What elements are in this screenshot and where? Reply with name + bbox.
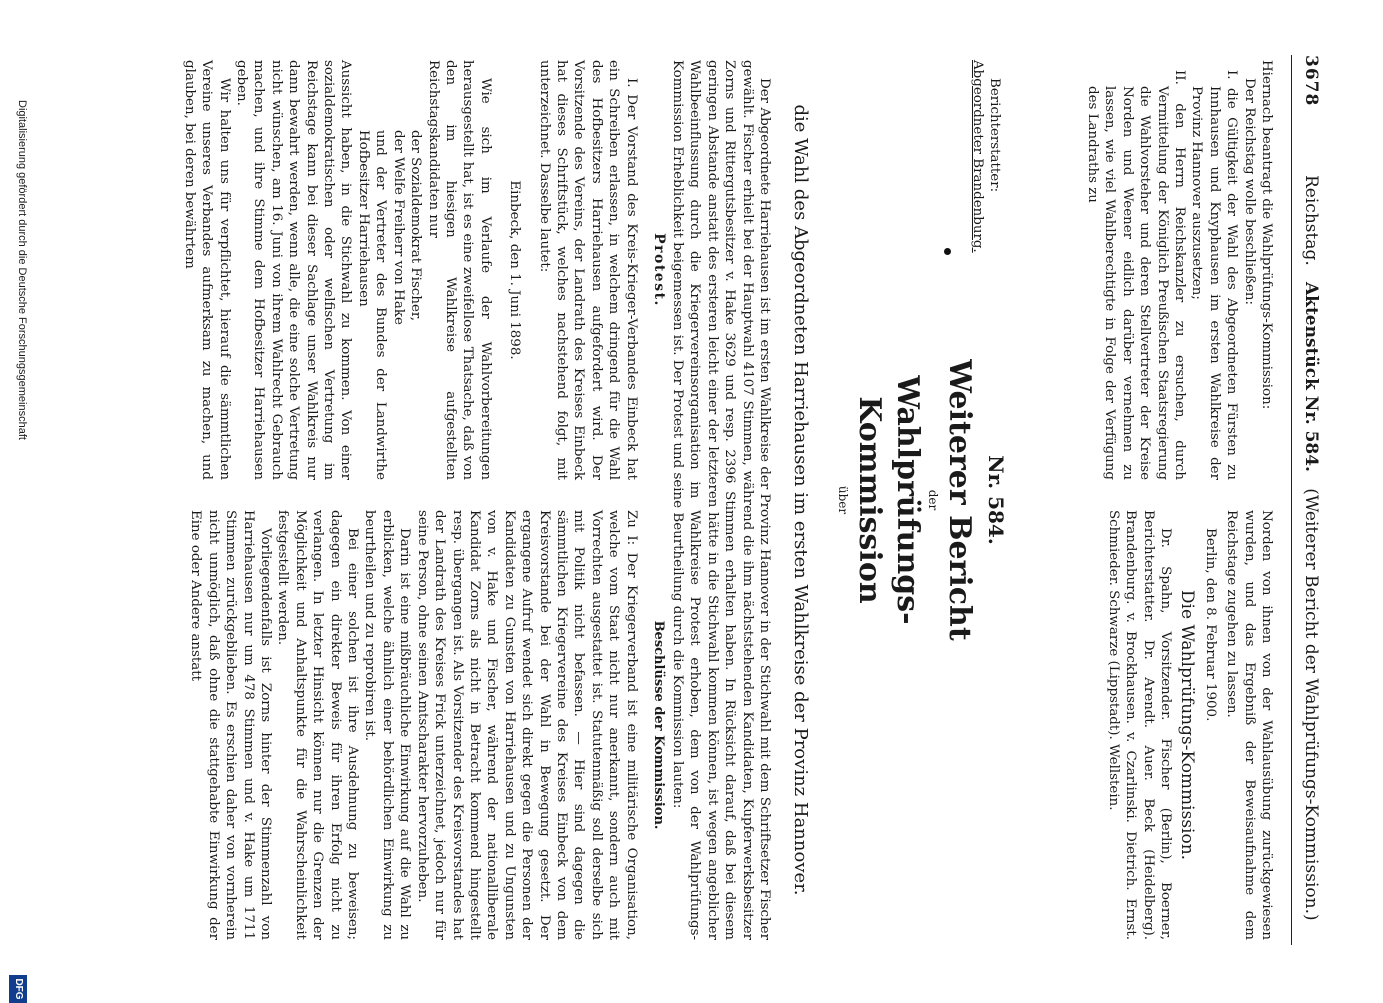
candidate-2: der Welfe Freiherr von Hake <box>390 130 406 325</box>
decision-paragraph-3: Bei einer solchen ist ihre Ausdehnung zu beweisen; dagegen ein direkter Beweis für ihren Erfolg nicht zu verlangen. In letzter Hinsicht können nur die Grenzen der Möglichkeit und Anhaltspunkte für die Wahrscheinlichkeit festgestellt werden. <box>275 510 361 940</box>
intro-paragraph <box>669 60 773 940</box>
ink-dot <box>944 248 951 255</box>
protest-paragraph-2: Wie sich im Verlaufe der Wahlvorbereitungen herausgestellt hat, ist es eine zweifellose Thatsache, daß von den im hiesigen Wahlkreise aufgestellten Reichstagskandidaten nur <box>425 60 493 480</box>
title-line-3: die Wahl des Abgeordneten Harriehausen im ersten Wahlkreise der Provinz Hannover. <box>790 104 811 896</box>
protest-heading: Protest. <box>651 233 667 307</box>
report-number: Nr. 584. <box>984 455 1008 545</box>
protest-column <box>180 60 667 480</box>
motion-left-column <box>1084 60 1275 480</box>
commission-name: Die Wahlprüfungs-Kommission. <box>1177 589 1198 861</box>
title-der: der <box>926 489 940 511</box>
header-rule <box>1291 55 1292 945</box>
motion-right-column <box>1104 510 1275 940</box>
protest-paragraph-1: I. Der Vorstand des Kreis-Krieger-Verbandes Einbeck hat ein Schreiben erlassen, in welchem dringend für die Wahl des Hofbesitzers Harriehausen aufgefordert wird. Der Vorsitzende des Vereins, der Landrath des Kreises Einbeck hat dieses Schriftstück, welches nachstehend folgt, mit unterzeichnet. Dasselbe lautet: <box>536 60 639 480</box>
motion-continuation: Norden von ihnen von der Wahlausübung zurückgewiesen wurden, und das Ergebniß der Beweisaufnahme dem Reichstage zugehen zu lassen. <box>1224 510 1274 940</box>
motion-intro: Hiernach beantragt die Wahlprüfungs-Kommission: <box>1259 60 1274 410</box>
dfg-logo: DFG <box>9 975 27 1003</box>
header-suffix: (Weiterer Bericht der Wahlprüfungs-Kommission.) <box>1301 488 1321 921</box>
header-prefix: Reichstag. <box>1301 175 1321 266</box>
signing-date: Berlin, den 8. Februar 1900. <box>1202 528 1218 722</box>
protest-letter-date: Einbeck, den 1. Juni 1898. <box>507 180 523 360</box>
motion-item-1: I. die Gültigkeit der Wahl des Abgeordneten Fürsten zu Innhausen und Knyphausen im ersten Wahlkreise der Provinz Hannover auszusetzen; <box>1189 70 1240 480</box>
title-ueber: über <box>836 485 850 515</box>
page-number: 3678 <box>1301 55 1321 107</box>
title-line-2: Wahlprüfungs-Kommission <box>852 375 925 625</box>
protest-paragraph-3: Aussicht haben, in die Stichwahl zu kommen. Von einer sozialdemokratischen oder welfischen Vertretung im Reichstage kann bei dieser Sachlage unser Wahlkreis nur dann bewahrt werden, wenn alle, die eine solche Vertretung nicht wünschen, am 16. Juni von ihrem Wahlrecht Gebrauch machen, und ihre Stimme dem Hofbesitzer Harriehausen geben. <box>234 60 354 480</box>
title-line-1: Weiterer Bericht <box>942 359 977 641</box>
reporter-name: Abgeordneter Brandenburg. <box>969 60 985 253</box>
decision-paragraph-2: Darin ist eine mißbräuchliche Einwirkung auf die Wahl zu erblicken, welche ähnlich einer behördlichen Einwirkung zu beurtheilen und zu reprobiren ist. <box>362 510 413 940</box>
reporter-label: Berichterstatter: <box>987 78 1002 193</box>
decision-paragraph-1: Zu I: Der Kriegerverband ist eine militärische Organisation, welche vom Staat nicht nur anerkannt, sondern auch mit Vorrechten ausgestattet ist. Statutenmäßig soll derselbe sich mit Politik nicht befassen. — Hier sind dagegen die sämmtlichen Kriegervereine des Kreises Einbeck von dem Kreisvorstande bei der Wahl in Bewegung gesetzt. Der ergangene Aufruf wendet sich direkt gegen die Personen der Kandidaten zu Gunsten von Harriehausen und zu Ungunsten von v. Hake und Fischer, während der nationalliberale Kandidat Zorns als nicht in Betracht kommend hingestellt resp. übergangen ist. Als Vorsitzender des Kreisvorstandes hat der Landrath des Kreises Frick unterzeichnet, jedoch nur für seine Person, ohne seinen Amtscharakter hervorzuheben. <box>414 510 639 940</box>
running-header <box>1297 55 1323 945</box>
header-bold: Aktenstück Nr. 584. <box>1301 281 1321 472</box>
protest-paragraph-4: Wir halten uns für verpflichtet, hierauf die sämmtlichen Vereine unseres Verbandes aufmerksam zu machen, und glauben, bei deren bewährtem <box>181 60 232 480</box>
candidate-1: der Sozialdemokrat Fischer, <box>408 130 424 322</box>
motion-item-2: II. den Herrn Reichskanzler zu ersuchen, durch Vermittelung der Königlich Preußischen Staatsregierung die Wahlvorsteher und deren Stellvertreter der Kreise Norden und Weener eidlich darüber vernehmen zu lassen, wie viel Wahlberechtigte in Folge der Verfügung des Landraths zu <box>1084 70 1187 480</box>
candidate-3: und der Vertreter des Bundes der Landwirthe Hofbesitzer Harriehausen <box>355 130 389 480</box>
intro-text: Der Abgeordnete Harriehausen ist im ersten Wahlkreise der Provinz Hannover in der Stichwahl mit dem Schriftsetzer Fischer gewählt. Fischer erhielt bei der Hauptwahl 4107 Stimmen, während die ihm nächststehenden Kandidaten, Kupferwerksbesitzer Zorns und Rittergutsbesitzer v. Hake 3629 und resp. 2396 Stimmen erhalten haben. In Rücksicht darauf, daß bei diesem geringen Abstande anstatt des ersteren leicht einer der letzteren hätte in die Stichwahl kommen können, ist wegen angeblicher Wahlbeeinflussung durch die Kriegervereinsorganisation im Wahlkreise Protest erhoben, dem von der Wahlprüfungs-Kommission Erheblichkeit beigemessen ist. Der Protest und seine Beurtheilung durch die Kommission lauten: <box>669 60 772 940</box>
header-title <box>1301 175 1321 921</box>
decision-paragraph-4: Vorliegendenfalls ist Zorns hinter der Stimmenzahl von Harriehausen nur um 478 Stimmen und v. Hake um 1711 Stimmen zurückgeblieben. Es erschien daher von vornherein nicht unmöglich, daß ohne die stattgehabte Einwirkung der Eine oder Andere anstatt <box>188 510 274 940</box>
report-title-block <box>836 280 1008 720</box>
commission-members: Dr. Spahn, Vorsitzender. Fischer (Berlin), Boerner, Berichterstatter. Dr. Arendt. Auer. Beck (Heidelberg). Brandenburg. v. Brockhausen. v. Czarlinski. Dietrich. Ernst. Schmieder. Schwarze (Lippstadt). Wellstein. <box>1105 510 1173 940</box>
reporter-block <box>968 60 1003 260</box>
decision-heading: Beschlüsse der Kommission. <box>651 620 666 830</box>
motion-resolution: Der Reichstag wolle beschließen: <box>1241 78 1257 306</box>
digitization-credit: Digitalisierung gefördert durch die Deutsche Forschungsgemeinschaft <box>16 100 28 440</box>
decision-column <box>187 510 667 940</box>
